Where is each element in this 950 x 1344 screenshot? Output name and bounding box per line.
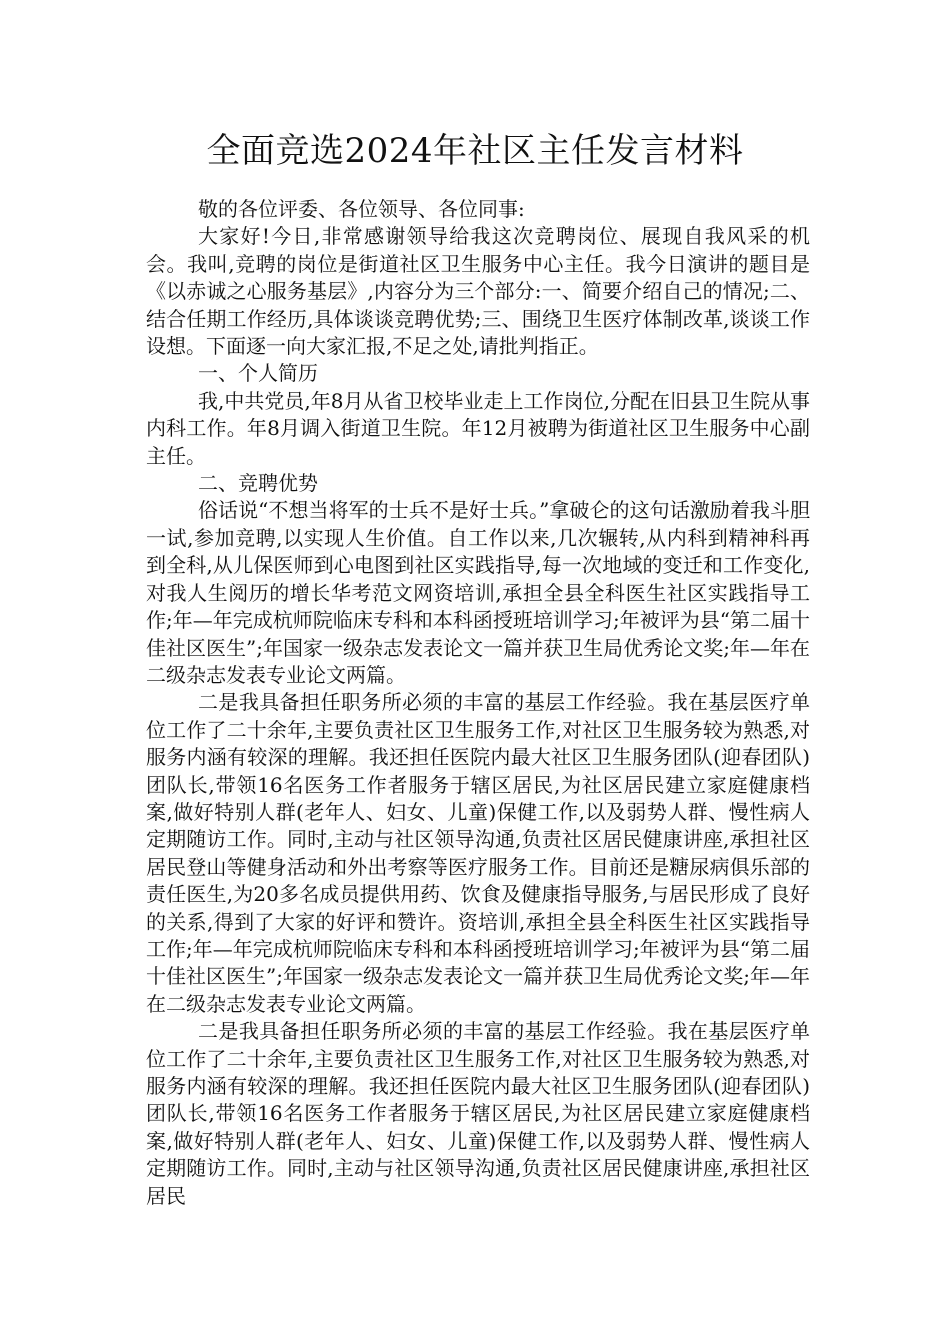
- document-body: [146, 196, 810, 1210]
- intro-paragraph: 大家好!今日,非常感谢领导给我这次竞聘岗位、展现自我风采的机会。我叫,竞聘的岗位是街道社区卫生服务中心主任。我今日演讲的题目是《以赤诚之心服务基层》,内容分为三个部分:一、简要介绍自己的情况;二、结合任期工作经历,具体谈谈竞聘优势;三、围绕卫生医疗体制改革,谈谈工作设想。下面逐一向大家汇报,不足之处,请批判指正。: [146, 224, 810, 359]
- salutation-paragraph: 敬的各位评委、各位领导、各位同事:: [198, 197, 525, 221]
- experience-paragraph-repeat: 二是我具备担任职务所必须的丰富的基层工作经验。我在基层医疗单位工作了二十余年,主要负责社区卫生服务工作,对社区卫生服务较为熟悉,对服务内涵有较深的理解。我还担任医院内最大社区卫生服务团队(迎春团队)团队长,带领16名医务工作者服务于辖区居民,为社区居民建立家庭健康档案,做好特别人群(老年人、妇女、儿童)保健工作,以及弱势人群、慢性病人定期随访工作。同时,主动与社区领导沟通,负责社区居民健康讲座,承担社区居民: [146, 1019, 810, 1208]
- document-title: 全面竞选2024年社区主任发言材料: [206, 131, 744, 171]
- experience-paragraph: 二是我具备担任职务所必须的丰富的基层工作经验。我在基层医疗单位工作了二十余年,主要负责社区卫生服务工作,对社区卫生服务较为熟悉,对服务内涵有较深的理解。我还担任医院内最大社区卫生服务团队(迎春团队)团队长,带领16名医务工作者服务于辖区居民,为社区居民建立家庭健康档案,做好特别人群(老年人、妇女、儿童)保健工作,以及弱势人群、慢性病人定期随访工作。同时,主动与社区领导沟通,负责社区居民健康讲座,承担社区居民登山等健身活动和外出考察等医疗服务工作。目前还是糖尿病俱乐部的责任医生,为20多名成员提供用药、饮食及健康指导服务,与居民形成了良好的关系,得到了大家的好评和赞许。资培训,承担全县全科医生社区实践指导工作;年—年完成杭师院临床专科和本科函授班培训学习;年被评为县“第二届十佳社区医生”;年国家一级杂志发表论文一篇并获卫生局优秀论文奖;年—年在二级杂志发表专业论文两篇。: [146, 690, 810, 1016]
- section-heading-advantages: 二、竞聘优势: [198, 471, 318, 496]
- section-heading-resume: 一、个人简历: [198, 361, 318, 386]
- advantages-paragraph: 俗话说“不想当将军的士兵不是好士兵。”拿破仑的这句话激励着我斗胆一试,参加竞聘,以实现人生价值。自工作以来,几次辗转,从内科到精神科再到全科,从儿保医师到心电图到社区实践指导,每一次地域的变迁和工作变化,对我人生阅历的增长华考范文网资培训,承担全县全科医生社区实践指导工作;年—年完成杭师院临床专科和本科函授班培训学习;年被评为县“第二届十佳社区医生”;年国家一级杂志发表论文一篇并获卫生局优秀论文奖;年—年在二级杂志发表专业论文两篇。: [146, 498, 810, 687]
- resume-paragraph: 我,中共党员,年8月从省卫校毕业走上工作岗位,分配在旧县卫生院从事内科工作。年8月调入街道卫生院。年12月被聘为街道社区卫生服务中心副主任。: [146, 388, 810, 468]
